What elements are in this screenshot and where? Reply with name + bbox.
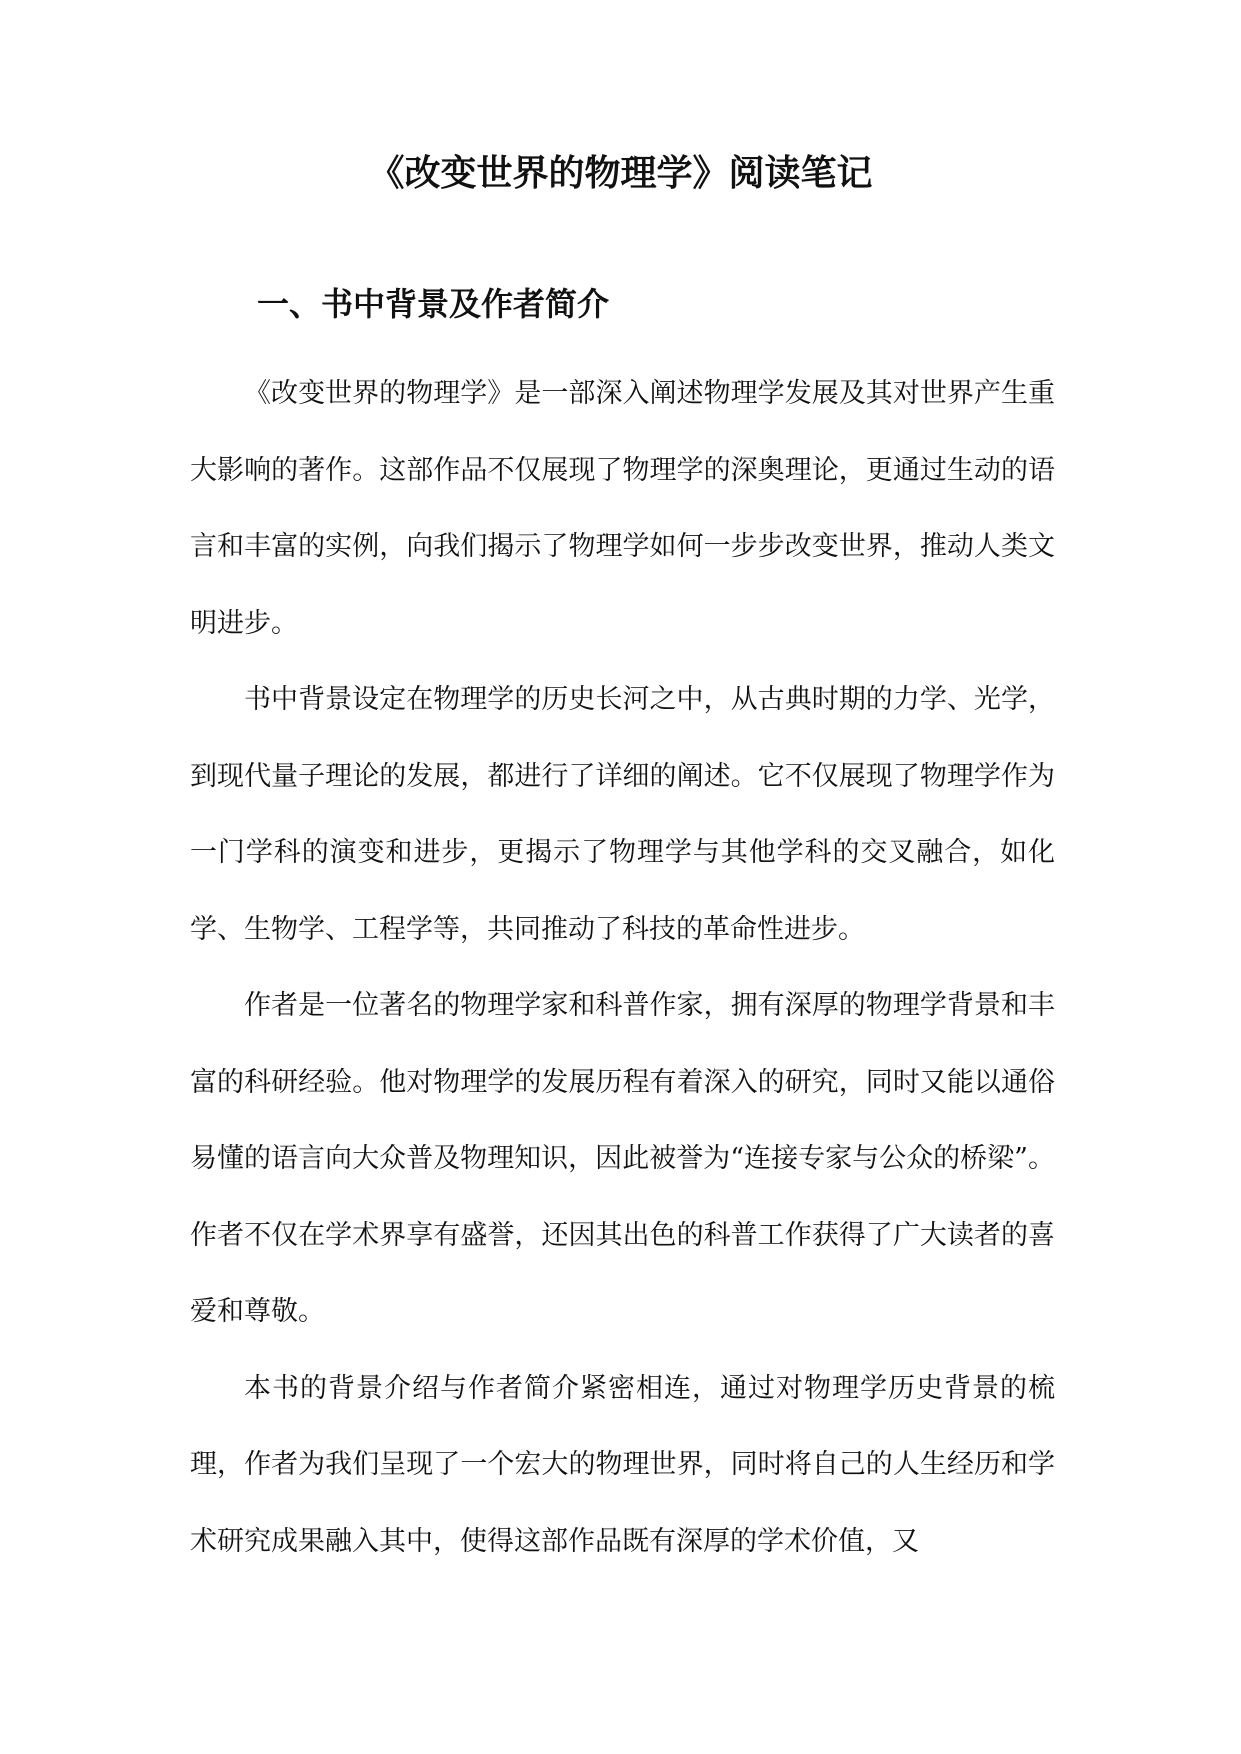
document-title: 《改变世界的物理学》阅读笔记 — [368, 152, 873, 194]
paragraph-2: 书中背景设定在物理学的历史长河之中，从古典时期的力学、光学，到现代量子理论的发展，都进行了详细的阐述。它不仅展现了物理学作为一门学科的演变和进步，更揭示了物理学与其他学科的交叉融合，如化学、生物学、工程学等，共同推动了科技的革命性进步。 — [190, 684, 1055, 945]
paragraph-1: 《改变世界的物理学》是一部深入阐述物理学发展及其对世界产生重大影响的著作。这部作品不仅展现了物理学的深奥理论，更通过生动的语言和丰富的实例，向我们揭示了物理学如何一步步改变世界，推动人类文明进步。 — [190, 378, 1055, 639]
paragraph-4: 本书的背景介绍与作者简介紧密相连，通过对物理学历史背景的梳理，作者为我们呈现了一个宏大的物理世界，同时将自己的人生经历和学术研究成果融入其中，使得这部作品既有深厚的学术价值，又 — [190, 1372, 1055, 1557]
section-heading: 一、书中背景及作者简介 — [257, 285, 610, 323]
section-body — [190, 356, 1055, 1580]
paragraph-3: 作者是一位著名的物理学家和科普作家，拥有深厚的物理学背景和丰富的科研经验。他对物理学的发展历程有着深入的研究，同时又能以通俗易懂的语言向大众普及物理知识，因此被誉为“连接专家与公众的桥梁”。作者不仅在学术界享有盛誉，还因其出色的科普工作获得了广大读者的喜爱和尊敬。 — [190, 990, 1055, 1327]
